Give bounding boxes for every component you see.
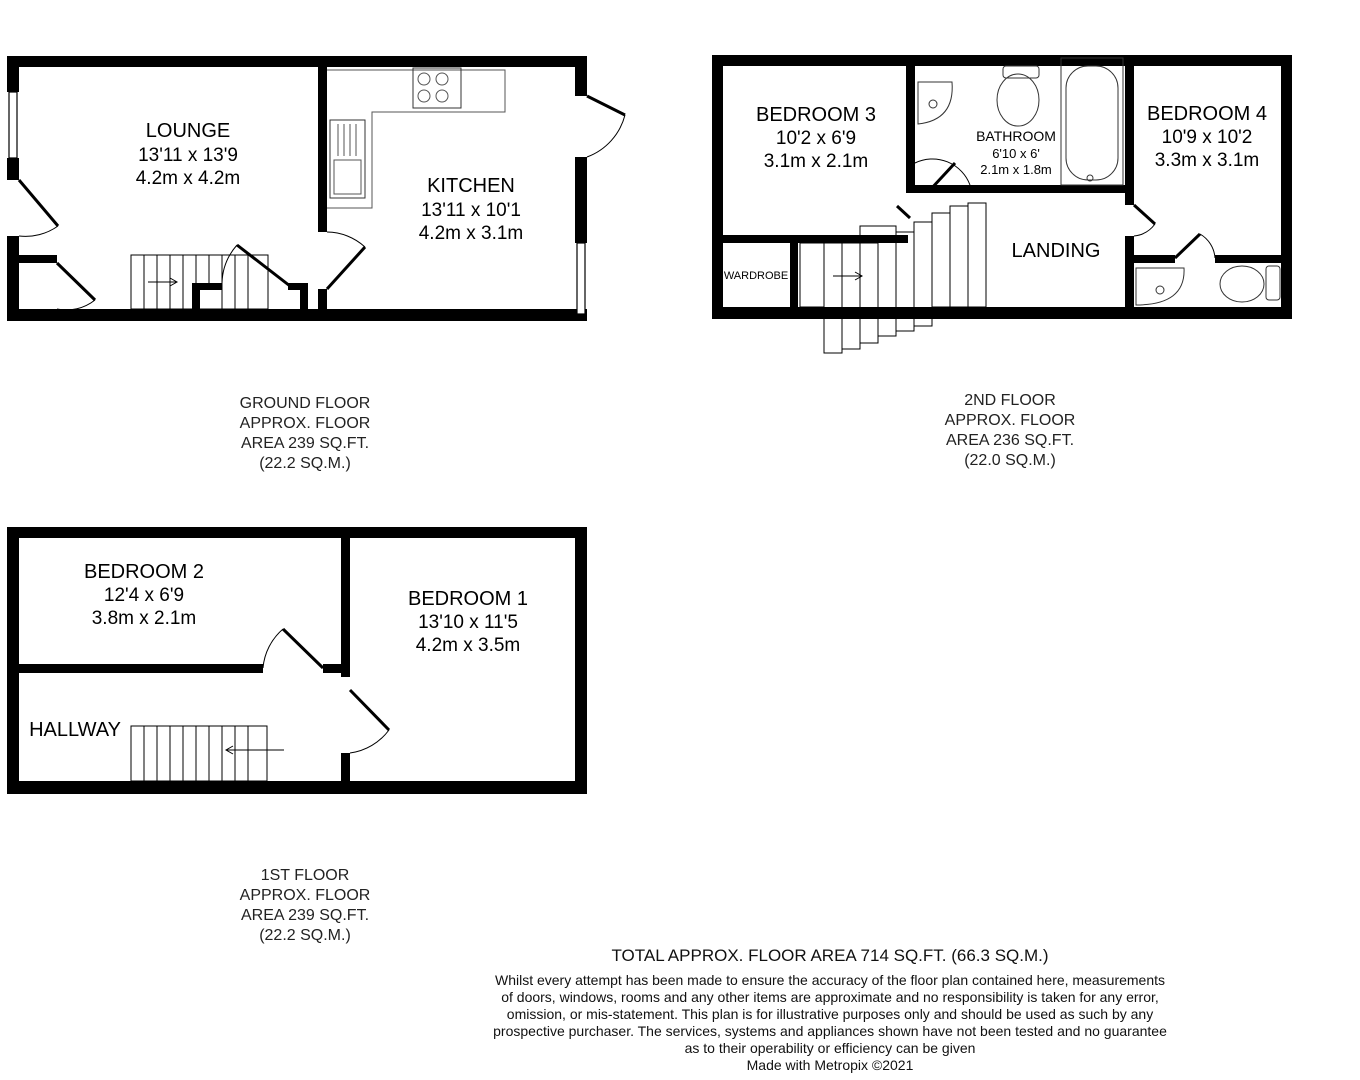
- area-line: AREA 239 SQ.FT.: [240, 907, 370, 924]
- room-label-bedroom-3: [756, 104, 876, 172]
- lounge-imperial: 13'11 x 13'9: [138, 145, 238, 166]
- bedroom-3-name: BEDROOM 3: [755, 104, 877, 126]
- room-label-bedroom-2: [84, 561, 204, 629]
- second-floor-walls: [712, 55, 1292, 319]
- area-line: (22.0 SQ.M.): [964, 452, 1056, 469]
- area-line: APPROX. FLOOR: [944, 412, 1076, 429]
- area-line: 2ND FLOOR: [964, 392, 1056, 409]
- area-line: APPROX. FLOOR: [239, 887, 371, 904]
- first-floor-plan: [7, 527, 587, 944]
- landing-label: LANDING: [1011, 240, 1101, 262]
- room-label-bedroom-4: [1147, 103, 1267, 171]
- made-with-credit: Made with Metropix ©2021: [746, 1057, 914, 1073]
- disclaimer-line: as to their operability or efficiency can be given: [684, 1040, 976, 1056]
- disclaimer-line: prospective purchaser. The services, systems and appliances shown have not been tested and no guarantee: [493, 1023, 1167, 1039]
- room-label-bathroom: [976, 128, 1056, 177]
- first-floor-doors: [263, 629, 389, 753]
- kitchen-name: KITCHEN: [427, 175, 515, 197]
- room-label-kitchen: [419, 175, 524, 244]
- lounge-metric: 4.2m x 4.2m: [135, 168, 241, 189]
- bedroom-2-metric: 3.8m x 2.1m: [91, 608, 197, 629]
- disclaimer-line: of doors, windows, rooms and any other items are approximate and no responsibility is taken for any error,: [501, 989, 1159, 1005]
- first-floor-area: [240, 867, 371, 944]
- bathroom-fittings: [918, 58, 1280, 305]
- first-floor-stairs: [131, 726, 284, 781]
- bedroom-1-imperial: 13'10 x 11'5: [418, 612, 518, 633]
- bedroom-4-name: BEDROOM 4: [1146, 103, 1268, 125]
- second-floor-area: [945, 392, 1076, 469]
- bedroom-4-imperial: 10'9 x 10'2: [1161, 127, 1253, 148]
- bathroom-imperial: 6'10 x 6': [992, 146, 1040, 161]
- disclaimer-line: Whilst every attempt has been made to ensure the accuracy of the floor plan contained here, measurements: [494, 972, 1166, 988]
- bedroom-2-imperial: 12'4 x 6'9: [103, 585, 185, 606]
- area-line: (22.2 SQ.M.): [259, 455, 351, 472]
- bedroom-2-name: BEDROOM 2: [83, 561, 205, 583]
- bathroom-metric: 2.1m x 1.8m: [980, 162, 1052, 177]
- area-line: APPROX. FLOOR: [239, 415, 371, 432]
- hallway-label: HALLWAY: [29, 719, 121, 741]
- ground-floor-area: [240, 395, 371, 472]
- disclaimer: [440, 972, 1220, 1057]
- area-line: AREA 239 SQ.FT.: [240, 435, 370, 452]
- second-floor-stairs: [800, 203, 986, 353]
- wardrobe-label: WARDROBE: [723, 270, 789, 282]
- kitchen-imperial: 13'11 x 10'1: [421, 200, 521, 221]
- second-floor-plan: [712, 55, 1292, 469]
- bedroom-1-metric: 4.2m x 3.5m: [415, 635, 521, 656]
- bedroom-4-metric: 3.3m x 3.1m: [1154, 150, 1260, 171]
- ground-floor-plan: [7, 56, 625, 472]
- bedroom-3-metric: 3.1m x 2.1m: [763, 151, 869, 172]
- total-floor-area: TOTAL APPROX. FLOOR AREA 714 SQ.FT. (66.3 SQ.M.): [611, 946, 1049, 965]
- area-line: GROUND FLOOR: [239, 395, 371, 412]
- lounge-name: LOUNGE: [145, 120, 231, 142]
- bathroom-name: BATHROOM: [976, 128, 1056, 144]
- bedroom-3-imperial: 10'2 x 6'9: [775, 128, 857, 149]
- room-label-bedroom-1: [408, 588, 528, 656]
- area-line: (22.2 SQ.M.): [259, 927, 351, 944]
- room-label-lounge: [136, 120, 241, 189]
- bedroom-1-name: BEDROOM 1: [407, 588, 529, 610]
- disclaimer-line: omission, or mis-statement. This plan is for illustrative purposes only and should be used as such by any: [506, 1006, 1154, 1022]
- area-line: AREA 236 SQ.FT.: [945, 432, 1075, 449]
- area-line: 1ST FLOOR: [260, 867, 350, 884]
- kitchen-metric: 4.2m x 3.1m: [418, 223, 524, 244]
